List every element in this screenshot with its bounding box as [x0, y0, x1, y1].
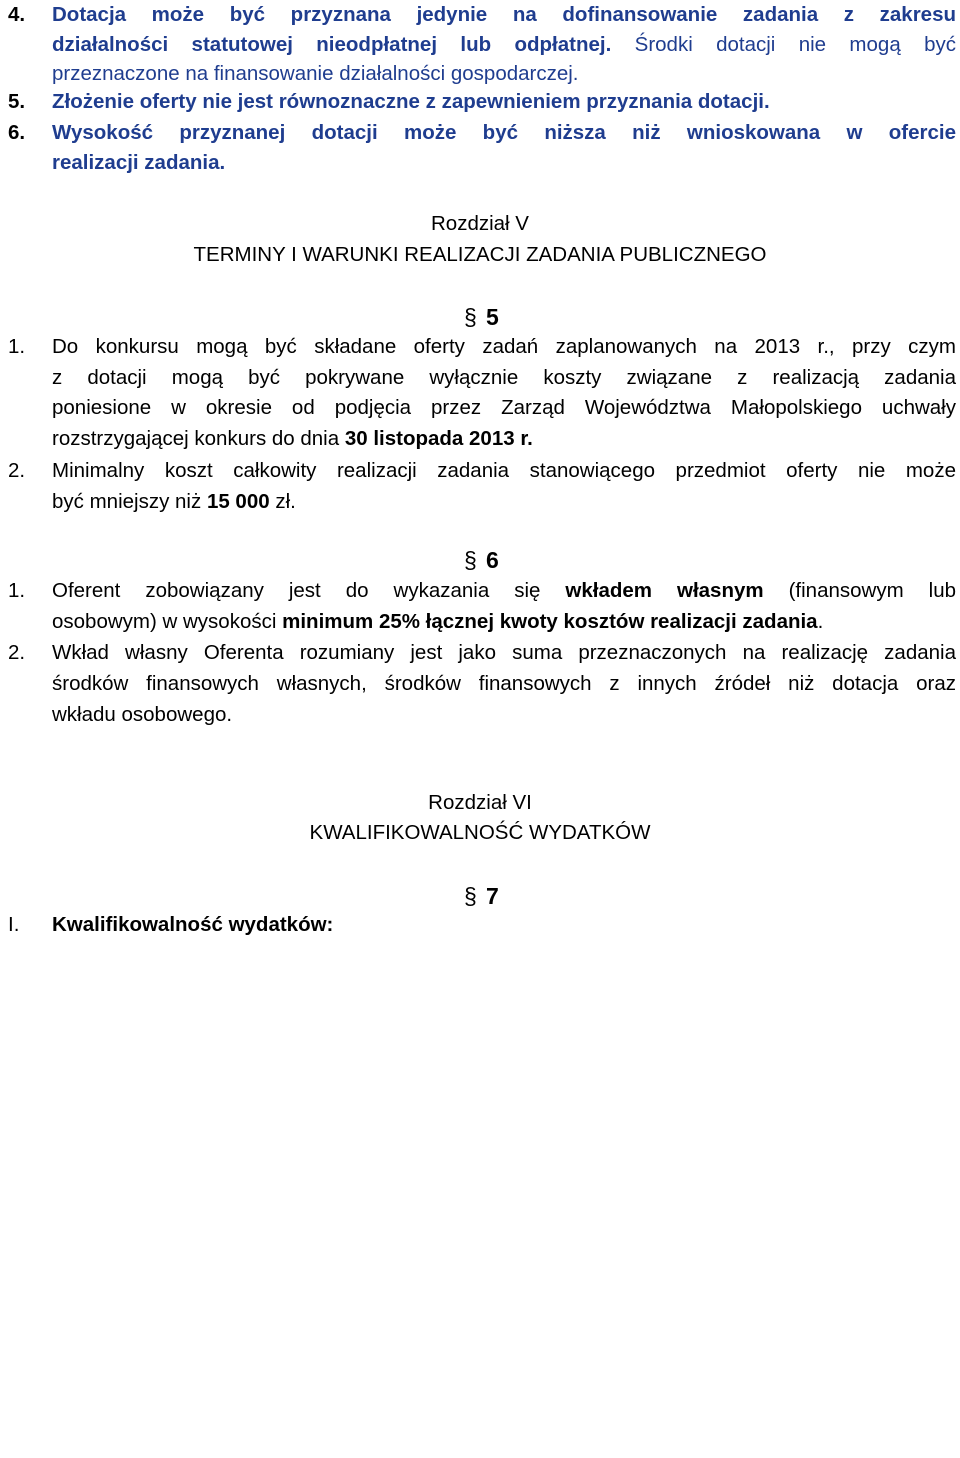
line-text: [52, 363, 956, 393]
text-line: [0, 30, 960, 60]
text-line: [0, 148, 960, 178]
list-number: 6.: [8, 121, 26, 144]
text-run: Do konkursu mogą być składane oferty zadań zaplanowanych na 2013 r.: [52, 335, 829, 358]
text-run: osobowym) w wysokości: [52, 610, 283, 633]
line-text: [52, 487, 296, 517]
text-line: [0, 87, 960, 117]
line-text: [52, 700, 232, 730]
line-text: [52, 576, 956, 606]
text-line: [0, 424, 960, 454]
line-text: [52, 910, 333, 940]
list-number: 2.: [8, 641, 26, 664]
text-line: [0, 363, 960, 393]
text-run: minimum 25% łącznej kwoty kosztów realizacji zadania: [282, 610, 818, 633]
text-run: Wysokość przyznanej dotacji może być niższa niż wnioskowana w ofercie: [52, 121, 956, 144]
text-run: zł.: [269, 489, 296, 513]
paragraph-heading: [464, 545, 499, 575]
paragraph-number: 5: [486, 304, 499, 330]
line-text: [52, 424, 533, 454]
text-run: .: [817, 610, 824, 633]
text-line: [0, 607, 960, 637]
paragraph-sign: §: [464, 547, 477, 573]
text-run: Oferent zobowiązany jest do wykazania się: [52, 579, 566, 602]
text-line: [0, 0, 960, 30]
text-line: [0, 910, 960, 940]
list-number: 2.: [8, 459, 26, 482]
text-run: Minimalny koszt całkowity realizacji zadania stanowiącego przedmiot oferty nie może: [52, 459, 956, 482]
chapter-subtitle: KWALIFIKOWALNOŚĆ WYDATKÓW: [309, 821, 651, 844]
line-text: [52, 638, 956, 668]
text-run: , przy czym: [828, 335, 956, 358]
paragraph-heading: [464, 302, 499, 332]
text-run: Wkład własny Oferenta rozumiany jest jako suma przeznaczonych na realizację zadania: [52, 641, 956, 664]
line-text: [52, 669, 956, 699]
paragraph-sign: §: [464, 304, 477, 330]
chapter-title: Rozdział VI: [428, 791, 532, 814]
text-run: działalności statutowej nieodpłatnej lub odpłatnej.: [52, 32, 612, 56]
paragraph-number: 7: [486, 883, 499, 909]
text-run: Kwalifikowalność wydatków:: [52, 913, 334, 936]
line-text: [52, 59, 579, 89]
line-text: [52, 118, 956, 148]
text-run: Złożenie oferty nie jest równoznaczne z zapewnieniem przyznania dotacji.: [52, 90, 770, 113]
line-text: [52, 87, 770, 117]
paragraph-number: 6: [486, 547, 499, 573]
paragraph-heading: [464, 881, 499, 911]
text-run: 15 000: [206, 489, 270, 513]
text-line: [0, 487, 960, 517]
text-run: środków finansowych własnych, środków finansowych z innych źródeł niż dotacja oraz: [52, 672, 956, 695]
text-run: realizacji zadania.: [52, 150, 226, 174]
line-text: [52, 148, 225, 178]
text-run: (finansowym lub: [763, 579, 956, 602]
line-text: [52, 30, 956, 60]
text-run: wkładu osobowego.: [52, 703, 233, 726]
text-line: [0, 118, 960, 148]
list-number: 5.: [8, 90, 26, 113]
list-number: 1.: [8, 579, 26, 602]
text-run: rozstrzygającej konkurs do dnia: [52, 426, 345, 450]
list-number: I.: [8, 913, 20, 936]
text-run: 30 listopada 2013 r.: [344, 426, 533, 450]
text-run: poniesione w okresie od podjęcia przez Zarząd Województwa Małopolskiego uchwały: [52, 396, 956, 419]
text-line: [0, 700, 960, 730]
list-number: 4.: [8, 3, 26, 26]
text-line: [0, 332, 960, 362]
line-text: [52, 332, 956, 362]
text-line: [0, 638, 960, 668]
line-text: [52, 607, 823, 637]
text-line: [0, 576, 960, 606]
paragraph-sign: §: [464, 883, 477, 909]
chapter-title: Rozdział V: [431, 212, 529, 235]
text-run: być mniejszy niż: [52, 489, 207, 513]
list-number: 1.: [8, 335, 26, 358]
line-text: [52, 393, 956, 423]
text-line: [0, 59, 960, 89]
text-run: przeznaczone na finansowanie działalności gospodarczej.: [52, 62, 579, 85]
text-run: z dotacji mogą być pokrywane wyłącznie koszty związane z realizacją zadania: [52, 365, 956, 389]
line-text: [52, 456, 956, 486]
line-text: [52, 0, 956, 30]
text-line: [0, 456, 960, 486]
text-run: Środki dotacji nie mogą być: [611, 32, 956, 56]
text-run: wkładem własnym: [565, 579, 764, 602]
text-line: [0, 393, 960, 423]
chapter-subtitle: TERMINY I WARUNKI REALIZACJI ZADANIA PUBLICZNEGO: [193, 243, 767, 266]
text-line: [0, 669, 960, 699]
text-run: Dotacja może być przyznana jedynie na dofinansowanie zadania z zakresu: [52, 3, 956, 26]
